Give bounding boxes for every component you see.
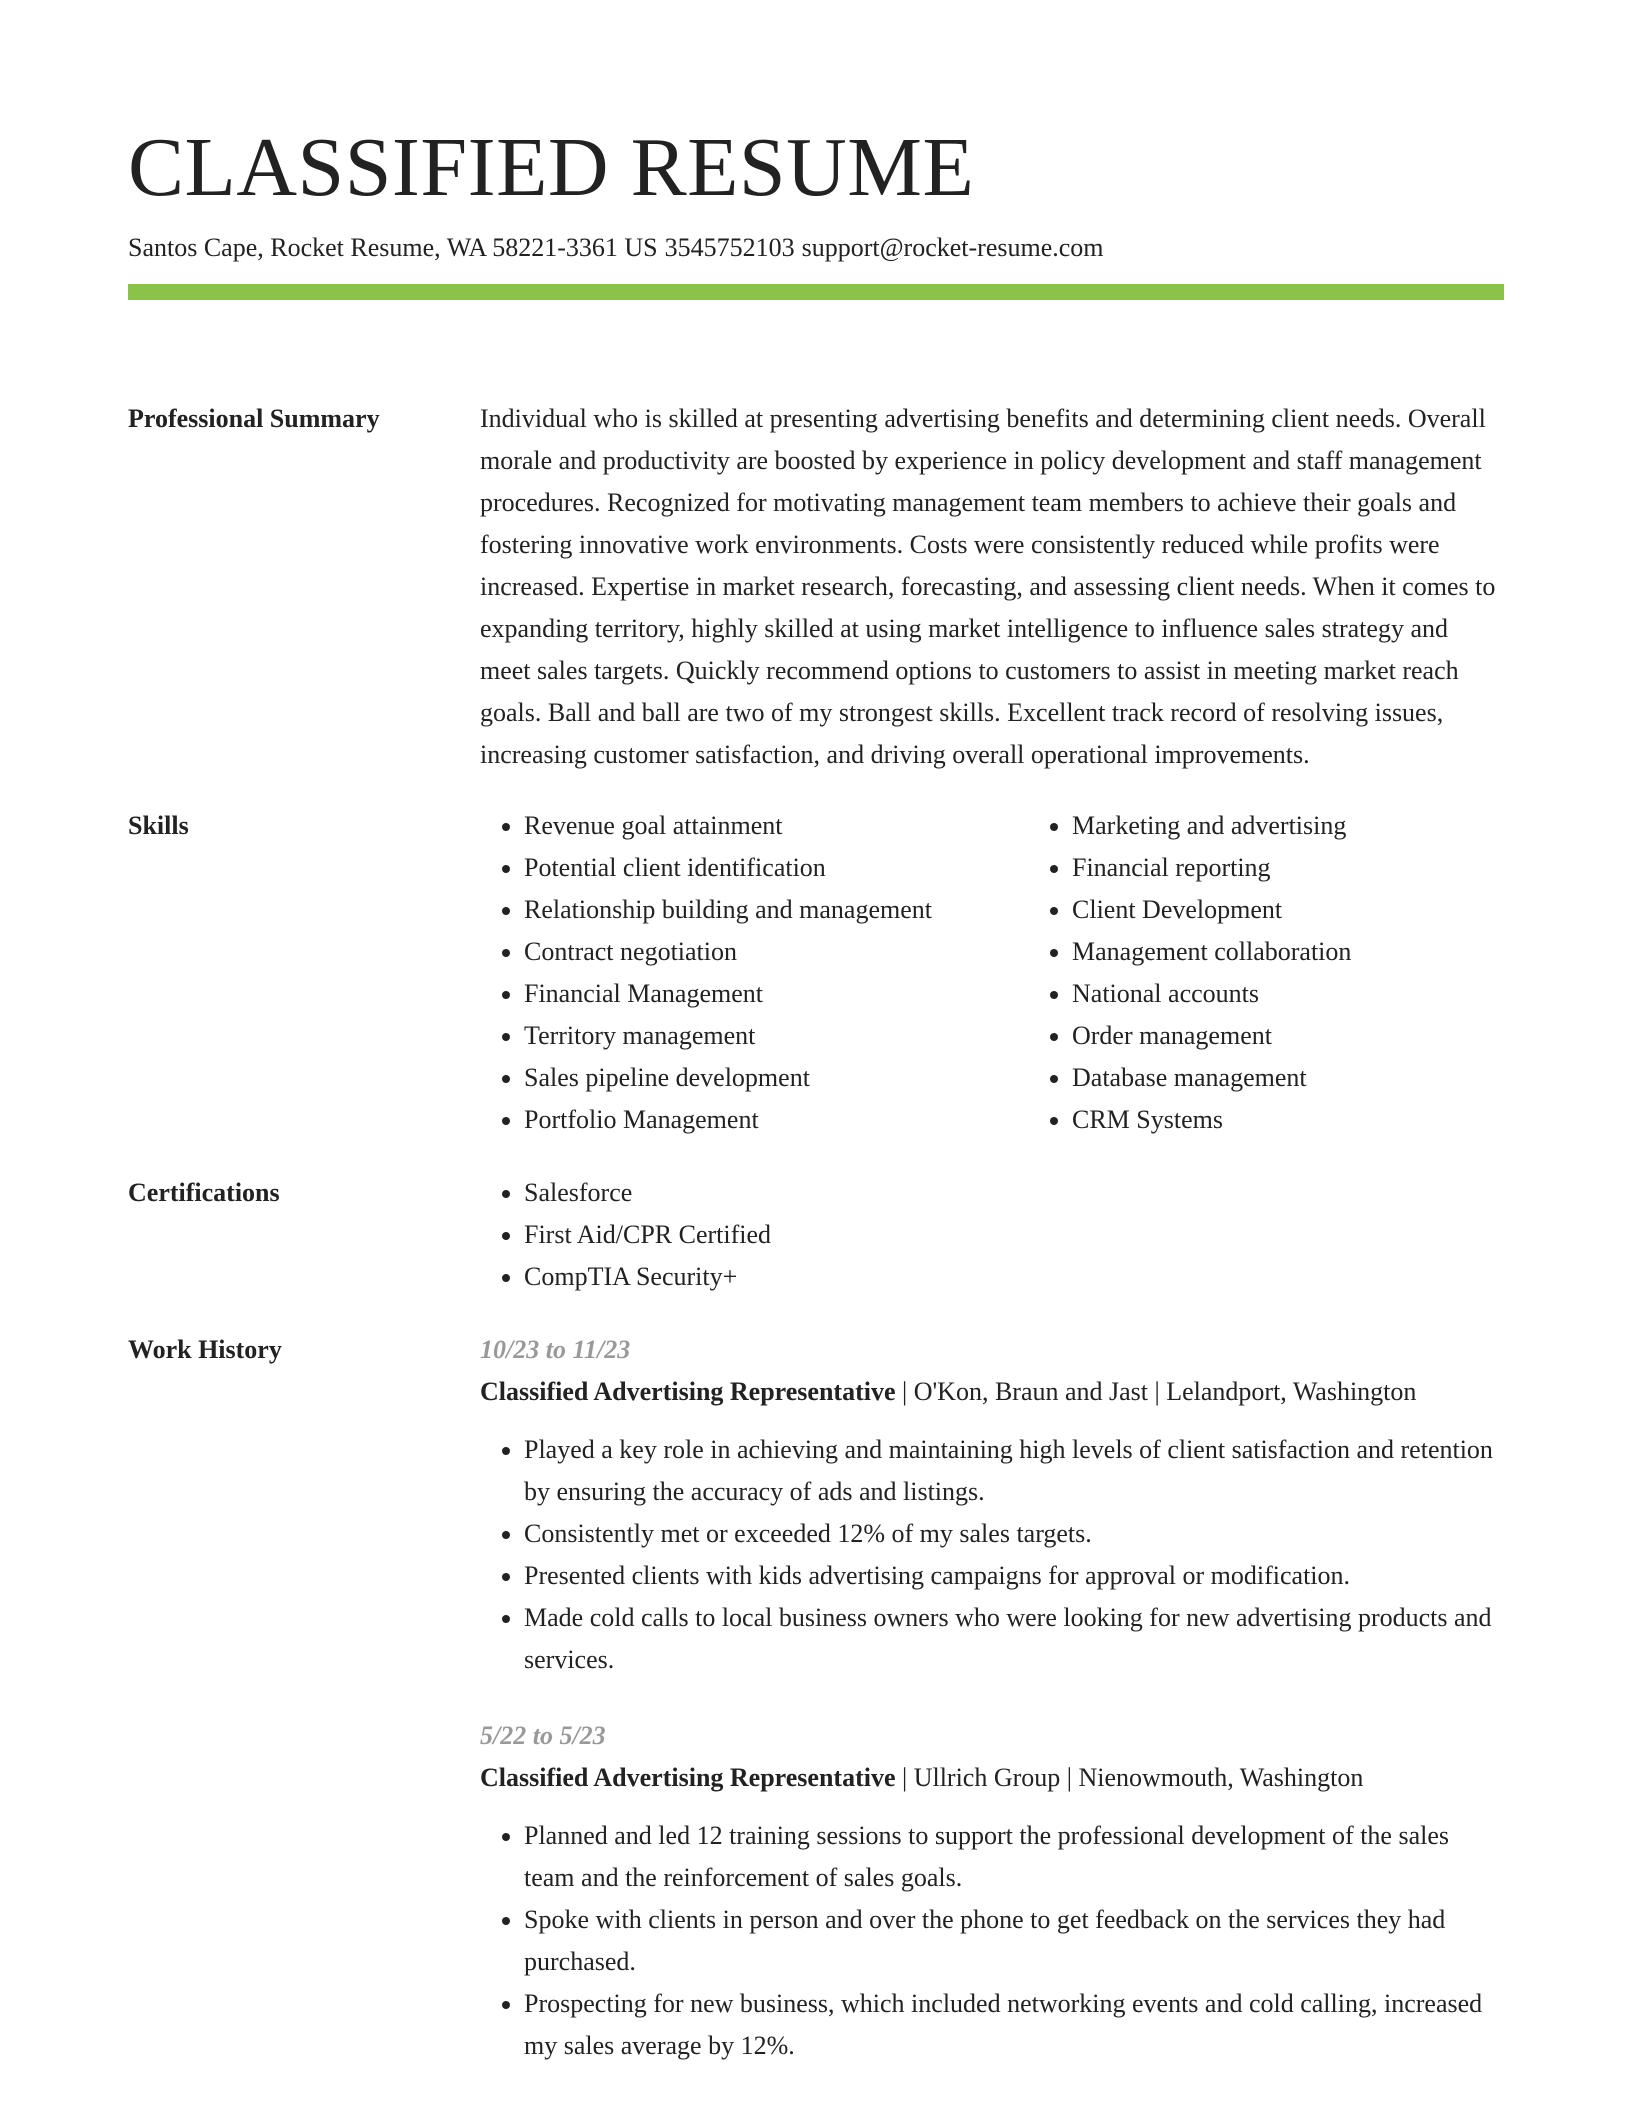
job-bullet: • Planned and led 12 training sessions to support the professional development of the sales team and the reinforcement of sales goals. xyxy=(524,1815,1504,1899)
job-title: Classified Advertising Representative xyxy=(480,1377,896,1406)
job-bullets xyxy=(480,1429,1504,1681)
summary-heading: Professional Summary xyxy=(128,404,380,433)
skills-heading: Skills xyxy=(128,811,189,840)
skill-item: • Portfolio Management xyxy=(524,1099,1028,1141)
skill-item: • Database management xyxy=(1072,1057,1576,1099)
contact-line xyxy=(128,230,1504,266)
summary-text: Individual who is skilled at presenting advertising benefits and determining client needs. Overall morale and productivity are boosted by experience in policy development and staff management procedures. Recognized for motivating management team members to achieve their goals and fostering innovative work environments. Costs were consistently reduced while profits were increased. Expertise in market research, forecasting, and assessing client needs. When it comes to expanding territory, highly skilled at using market intelligence to influence sales strategy and meet sales targets. Quickly recommend options to customers to assist in meeting market reach goals. Ball and ball are two of my strongest skills. Excellent track record of resolving issues, increasing customer satisfaction, and driving overall operational improvements. xyxy=(480,404,1496,769)
job-details: | Ullrich Group | Nienowmouth, Washington xyxy=(895,1763,1364,1792)
skills-list-left xyxy=(480,805,1028,1141)
certifications-section xyxy=(128,1172,1504,1298)
header-divider xyxy=(128,284,1504,300)
job-details: | O'Kon, Braun and Jast | Lelandport, Washington xyxy=(895,1377,1417,1406)
skill-item: • Territory management xyxy=(524,1015,1028,1057)
job-heading xyxy=(480,1757,1504,1799)
skill-item: • Relationship building and management xyxy=(524,889,1028,931)
job-bullet: • Played a key role in achieving and maintaining high levels of client satisfaction and retention by ensuring the accuracy of ads and listings. xyxy=(524,1429,1504,1513)
skill-item: • Marketing and advertising xyxy=(1072,805,1576,847)
job-date: 5/22 to 5/23 xyxy=(480,1721,606,1750)
job-entry xyxy=(480,1715,1504,2067)
job-bullet: • Consistently met or exceeded 12% of my sales targets. xyxy=(524,1513,1504,1555)
work-history-section xyxy=(128,1329,1504,2101)
job-bullet: • Made cold calls to local business owners who were looking for new advertising products and services. xyxy=(524,1597,1504,1681)
resume-page xyxy=(128,118,1504,2101)
job-title: Classified Advertising Representative xyxy=(480,1763,896,1792)
certification-item: • First Aid/CPR Certified xyxy=(524,1214,1504,1256)
skill-item: • CRM Systems xyxy=(1072,1099,1576,1141)
skill-item: • Financial Management xyxy=(524,973,1028,1015)
summary-section xyxy=(128,398,1504,776)
skill-item: • Financial reporting xyxy=(1072,847,1576,889)
job-bullet: • Prospecting for new business, which included networking events and cold calling, increased my sales average by 12%. xyxy=(524,1983,1504,2067)
job-bullet: • Spoke with clients in person and over the phone to get feedback on the services they had purchased. xyxy=(524,1899,1504,1983)
job-heading xyxy=(480,1371,1504,1413)
certifications-heading: Certifications xyxy=(128,1178,280,1207)
certifications-list xyxy=(480,1172,1504,1298)
skills-section xyxy=(128,805,1504,1141)
certification-item: • Salesforce xyxy=(524,1172,1504,1214)
job-bullet: • Presented clients with kids advertising campaigns for approval or modification. xyxy=(524,1555,1504,1597)
skill-item: • Client Development xyxy=(1072,889,1576,931)
resume-title: CLASSIFIED RESUME xyxy=(128,121,975,214)
skills-list-right xyxy=(1028,805,1576,1141)
contact-address: Santos Cape, Rocket Resume, WA 58221-3361 US xyxy=(128,233,658,262)
contact-phone: 3545752103 xyxy=(664,233,795,262)
certification-item: • CompTIA Security+ xyxy=(524,1256,1504,1298)
skill-item: • Contract negotiation xyxy=(524,931,1028,973)
work-history-heading: Work History xyxy=(128,1335,282,1364)
skill-item: • Potential client identification xyxy=(524,847,1028,889)
job-date: 10/23 to 11/23 xyxy=(480,1335,631,1364)
job-entry xyxy=(480,1329,1504,1681)
skill-item: • Sales pipeline development xyxy=(524,1057,1028,1099)
contact-email: support@rocket-resume.com xyxy=(801,233,1104,262)
job-bullets xyxy=(480,1815,1504,2067)
skill-item: • National accounts xyxy=(1072,973,1576,1015)
skill-item: • Order management xyxy=(1072,1015,1576,1057)
skill-item: • Management collaboration xyxy=(1072,931,1576,973)
skill-item: • Revenue goal attainment xyxy=(524,805,1028,847)
